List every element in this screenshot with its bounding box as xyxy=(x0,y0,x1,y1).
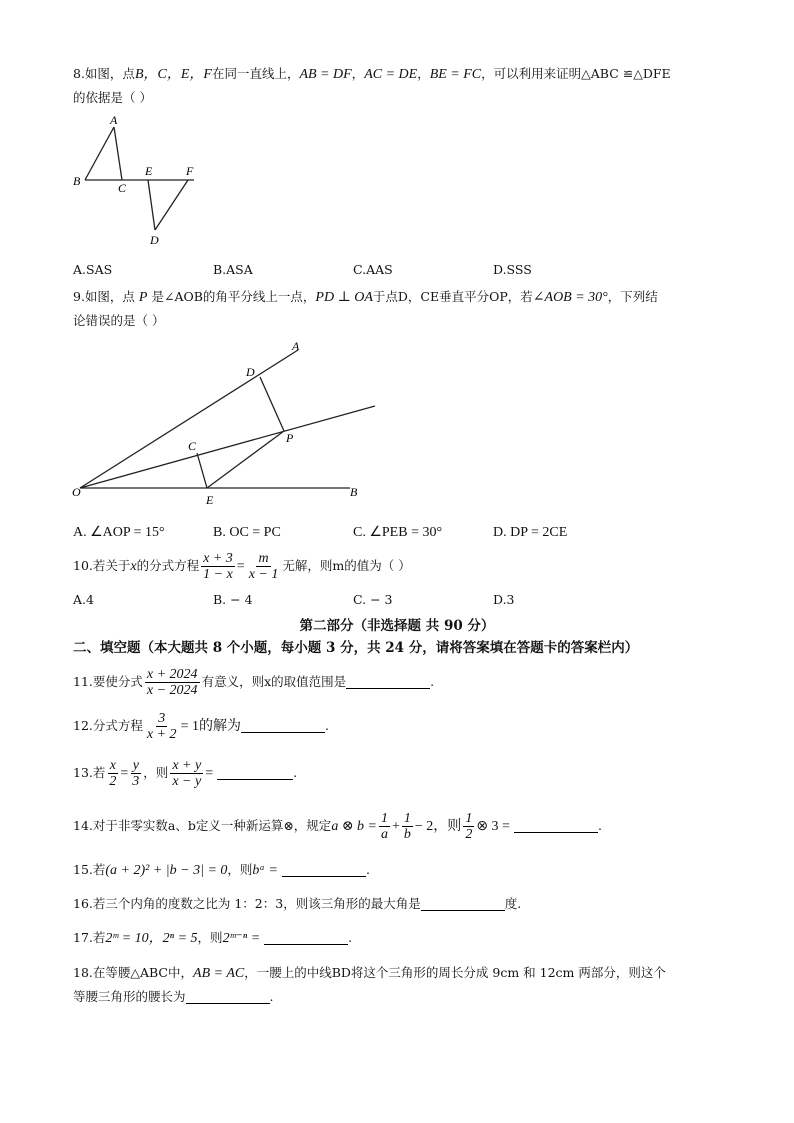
q8-text: 8.如图，点 xyxy=(73,66,135,81)
q9-text-d: ，下列结 xyxy=(607,289,658,304)
q8-label-c: C xyxy=(118,181,127,195)
q14-answer-blank[interactable] xyxy=(514,819,598,833)
q13-answer-blank[interactable] xyxy=(217,766,293,780)
q9-label-d: D xyxy=(246,365,255,379)
q9-perp: PD ⊥ OA xyxy=(315,290,373,305)
q9-option-c: C. ∠PEB = 30° xyxy=(353,525,443,540)
q11-answer-blank[interactable] xyxy=(346,675,430,689)
q9-label-a: A xyxy=(292,339,300,353)
q9-text-b: 是∠AOB的角平分线上一点， xyxy=(151,289,316,304)
q14-line: 14.对于非零实数a、b定义一种新运算⊗，规定a ⊗ b = $\frac{1}{a}$ + $\frac{1}{b}$ − 2，则 $\frac{1}{2}$ ⊗ 3 = . xyxy=(73,811,602,842)
q12-frac: $\frac{3}{x + 2}$ xyxy=(146,711,177,742)
q18-line2: 等腰三角形的腰长为 . xyxy=(73,989,274,1004)
q14-frac3: $\frac{1}{2}$ xyxy=(465,811,473,842)
q13-frac2: $\frac{y}{3}$ xyxy=(132,758,140,789)
q8-label-f: F xyxy=(186,164,194,178)
section2-title: 二、填空题（本大题共 8 个小题，每小题 3 分，共 24 分，请将答案填在答题卡的答案栏内） xyxy=(73,640,639,656)
part2-title: 第二部分（非选择题 共 90 分） xyxy=(299,618,495,634)
q10-option-a: A.4 xyxy=(73,592,94,607)
q11-line: 11.要使分式 $\frac{x + 2024}{x - 2024}$ 有意义，则x的取值范围是 . xyxy=(73,667,435,698)
q11-frac: $\frac{x + 2024}{x - 2024}$ xyxy=(146,667,198,698)
q9-label-o: O xyxy=(72,485,81,499)
q14-frac2: $\frac{1}{b}$ xyxy=(403,811,411,842)
q8-line2: 的依据是（ ） xyxy=(73,90,152,105)
q9-option-d: D. DP = 2CE xyxy=(493,525,568,540)
q8-option-b: B.ASA xyxy=(213,262,253,277)
q9-angle: ∠AOB = 30° xyxy=(532,290,608,305)
q13-frac1: $\frac{x}{2}$ xyxy=(109,758,117,789)
q8-text-post: ，可以利用来证明△ABC ≌△DFE xyxy=(481,66,671,81)
q14-frac1: $\frac{1}{a}$ xyxy=(381,811,388,842)
q10-var: x xyxy=(130,559,137,574)
q9-line2: 论错误的是（ ） xyxy=(73,313,165,328)
q8-cond2: AC = DE xyxy=(364,67,418,82)
q9-option-a: A. ∠AOP = 15° xyxy=(73,525,165,540)
q9-text-c: 于点D，CE垂直平分OP，若 xyxy=(372,289,533,304)
q9-label-p: P xyxy=(286,431,294,445)
q8-figure xyxy=(70,112,200,252)
q8-label-d: D xyxy=(150,233,159,247)
q10-frac2: $\frac{m}{x - 1}$ xyxy=(248,551,279,582)
q8-label-a: A xyxy=(110,113,118,127)
q9-option-b: B. OC = PC xyxy=(213,525,281,540)
q8-points: B，C，E，F xyxy=(134,67,212,82)
q8-option-d: D.SSS xyxy=(493,262,532,277)
q18-eq: AB = AC xyxy=(193,966,245,981)
q9-line1 xyxy=(73,289,658,306)
q8-text-mid: 在同一直线上， xyxy=(211,66,300,81)
q12-line: 12.分式方程 $\frac{3}{x + 2}$ = 1的解为 . xyxy=(73,711,329,742)
q9-label-e: E xyxy=(206,493,214,507)
q9-point-p: P xyxy=(138,290,148,305)
q8-label-b: B xyxy=(73,174,81,188)
q15-line: 15.若(a + 2)² + |b − 3| = 0，则bᵃ = . xyxy=(73,862,370,878)
q8-option-c: C.AAS xyxy=(353,262,393,277)
q13-frac3: $\frac{x + y}{x - y}$ xyxy=(172,758,202,789)
q8-cond3: BE = FC xyxy=(429,67,482,82)
q9-figure xyxy=(70,338,380,513)
q8-cond1: AB = DF xyxy=(299,67,352,82)
q15-expr: (a + 2)² + |b − 3| = 0 xyxy=(105,863,228,878)
q13-line: 13.若 $\frac{x}{2}$ = $\frac{y}{3}$ ，则 $\frac{x + y}{x - y}$ = . xyxy=(73,758,298,789)
q12-answer-blank[interactable] xyxy=(241,719,325,733)
q10-option-c: C. − 3 xyxy=(353,592,393,607)
q17-answer-blank[interactable] xyxy=(264,931,348,945)
q10-line: 10.若关于x的分式方程 $\frac{x + 3}{1 - x}$ = $\frac{m}{x - 1}$ 无解，则m的值为（ ） xyxy=(73,551,411,582)
q15-answer-blank[interactable] xyxy=(282,863,366,877)
q9-text-a: 9.如图，点 xyxy=(73,289,135,304)
q9-label-c: C xyxy=(188,439,197,453)
q16-answer-blank[interactable] xyxy=(421,897,505,911)
q10-option-d: D.3 xyxy=(493,592,515,607)
q9-label-b: B xyxy=(350,485,358,499)
q8-label-e: E xyxy=(145,164,153,178)
q18-answer-blank[interactable] xyxy=(186,990,270,1004)
q17-expr: 2ᵐ = 10，2ⁿ = 5 xyxy=(105,931,198,946)
q8-option-a: A.SAS xyxy=(73,262,113,277)
q10-frac1: $\frac{x + 3}{1 - x}$ xyxy=(203,551,233,582)
q18-line1: 18.在等腰△ABC中，AB = AC，一腰上的中线BD将这个三角形的周长分成 9cm 和 12cm 两部分，则这个 xyxy=(73,965,666,981)
q8-line1: 8.如图，点B，C，E，F在同一直线上，AB = DF，AC = DE，BE = FC，可以利用来证明△ABC ≌△DFE xyxy=(73,66,671,82)
q10-option-b: B. − 4 xyxy=(213,592,253,607)
q16-line: 16.若三个内角的度数之比为 1：2：3，则该三角形的最大角是 度. xyxy=(73,896,522,911)
q17-line: 17.若2ᵐ = 10，2ⁿ = 5，则2ᵐ⁻ⁿ = . xyxy=(73,930,353,946)
